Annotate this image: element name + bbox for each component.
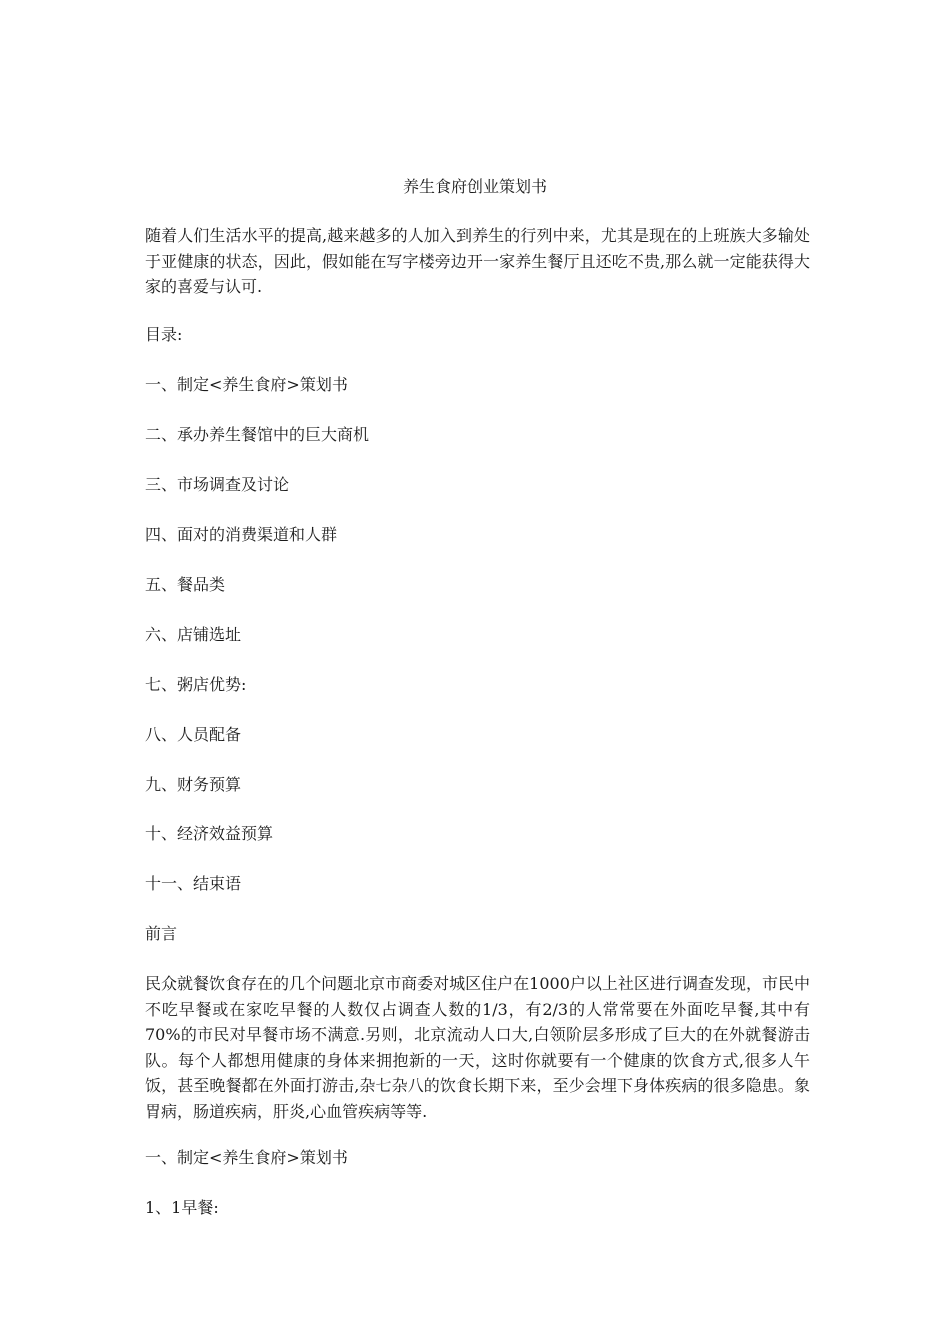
toc-item-10: 十、经济效益预算	[145, 824, 274, 843]
toc-item-4: 四、面对的消费渠道和人群	[145, 525, 338, 544]
toc-item-2: 二、承办养生餐馆中的巨大商机	[145, 425, 370, 444]
toc-item-1: 一、制定<养生食府>策划书	[145, 375, 348, 394]
preface-heading: 前言	[145, 924, 178, 943]
section-1-heading: 一、制定<养生食府>策划书	[145, 1148, 348, 1167]
toc-item-6: 六、店铺选址	[145, 625, 242, 644]
intro-paragraph: 随着人们生活水平的提高,越来越多的人加入到养生的行列中来，尤其是现在的上班族大多输处于亚健康的状态，因此，假如能在写字楼旁边开一家养生餐厅且还吃不贵,那么就一定能获得大家的喜爱与认可.	[145, 226, 810, 296]
subsection-1-1-heading: 1、1早餐:	[145, 1198, 219, 1217]
toc-item-3: 三、市场调查及讨论	[145, 475, 290, 494]
toc-item-8: 八、人员配备	[145, 725, 242, 744]
toc-heading: 目录:	[145, 325, 183, 344]
toc-item-5: 五、餐品类	[145, 575, 226, 594]
toc-item-11: 十一、结束语	[145, 874, 242, 893]
toc-item-7: 七、粥店优势:	[145, 675, 247, 694]
document-title: 养生食府创业策划书	[402, 177, 547, 196]
toc-item-9: 九、财务预算	[145, 775, 242, 794]
preface-paragraph: 民众就餐饮食存在的几个问题北京市商委对城区住户在1000户以上社区进行调查发现，市民中不吃早餐或在家吃早餐的人数仅占调查人数的1/3，有2/3的人常常要在外面吃早餐,其中有70%的市民对早餐市场不满意.另则，北京流动人口大,白领阶层多形成了巨大的在外就餐游击队。每个人都想用健康的身体来拥抱新的一天，这时你就要有一个健康的饮食方式,很多人午饭，甚至晚餐都在外面打游击,杂七杂八的饮食长期下来，至少会埋下身体疾病的很多隐患。象胃病，肠道疾病，肝炎,心血管疾病等等.	[145, 974, 810, 1121]
